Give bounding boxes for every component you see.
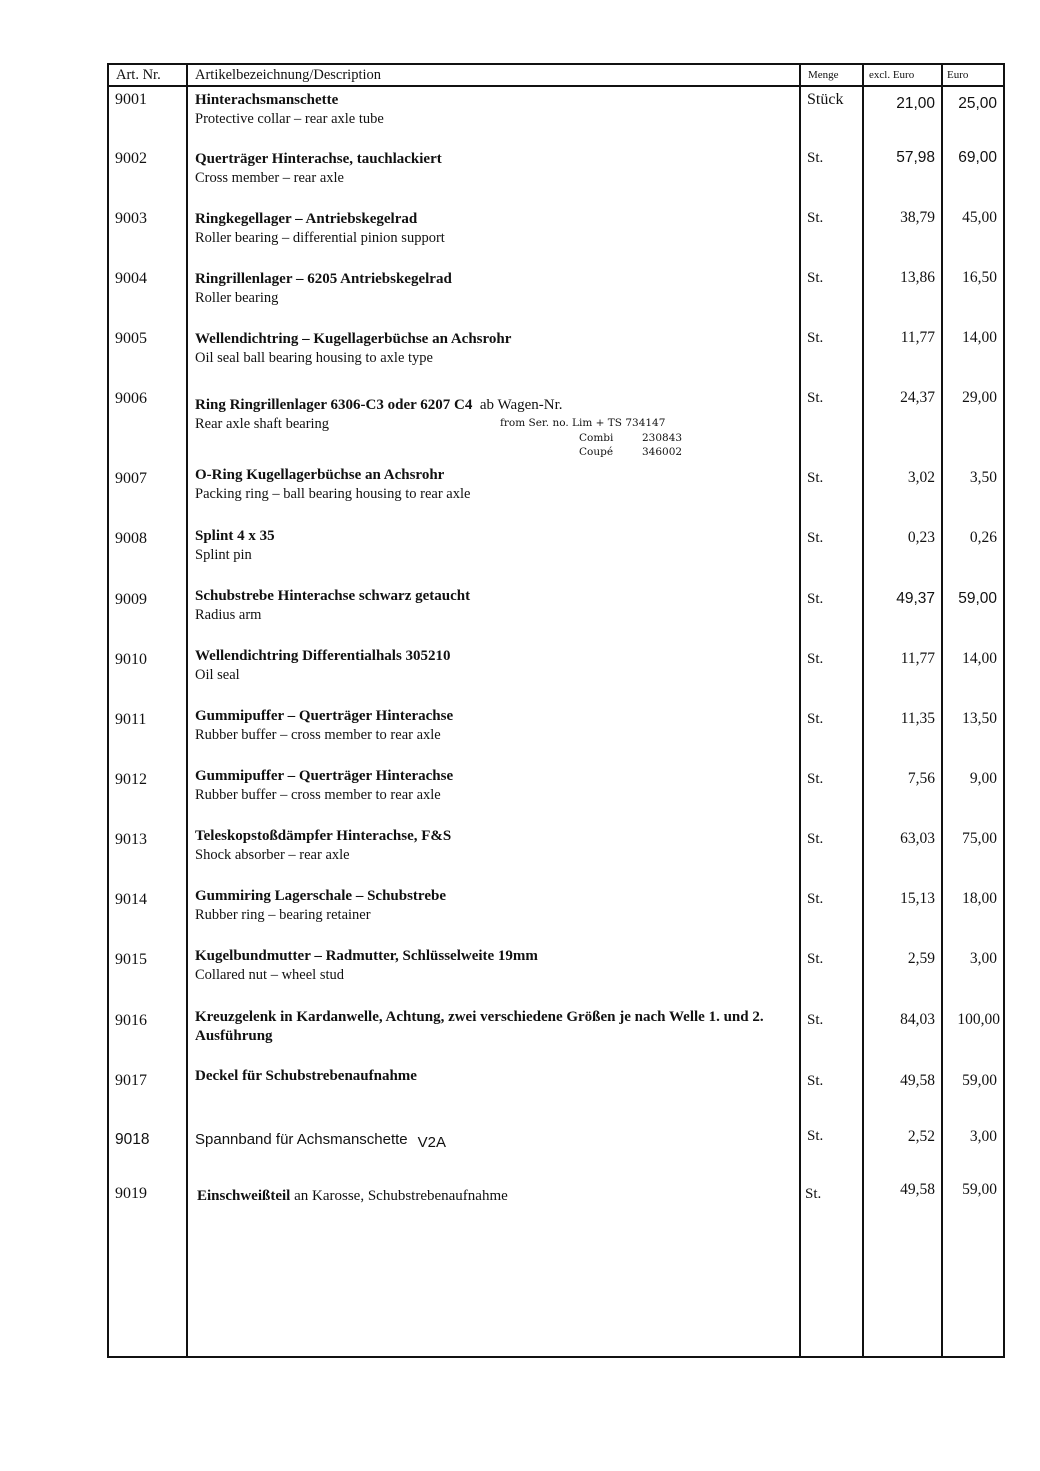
article-number: 9017 [115, 1072, 147, 1089]
unit: Stück [807, 91, 844, 108]
unit: St. [805, 1186, 822, 1202]
article-description [195, 647, 799, 685]
description-german: Querträger Hinterachse, tauchlackiert [195, 151, 442, 167]
description-german [197, 1187, 801, 1206]
description-english: Roller bearing [195, 290, 279, 306]
serial-combi-number: 230843 [642, 432, 683, 444]
article-number: 9005 [115, 330, 147, 347]
article-description [195, 827, 799, 865]
description-german: Wellendichtring – Kugellagerbüchse an Achsrohr [195, 331, 512, 347]
price-incl: 14,00 [962, 329, 997, 346]
description-english: Protective collar – rear axle tube [195, 111, 384, 127]
description-german-extra: an Karosse, Schubstrebenaufnahme [294, 1188, 508, 1204]
price-excl: 63,03 [900, 830, 935, 847]
header-euro: Euro [947, 69, 969, 81]
description-german-main: Spannband für Achsmanschette [195, 1131, 408, 1148]
article-description [195, 707, 799, 745]
serial-from-lim-ts: from Ser. no. Lim + TS 734147 [500, 417, 666, 429]
description-english: Rubber buffer – cross member to rear axle [195, 787, 441, 803]
description-german: Gummipuffer – Querträger Hinterachse [195, 708, 454, 724]
unit: St. [807, 270, 824, 286]
description-german [195, 396, 799, 415]
description-german: Kreuzgelenk in Kardanwelle, Achtung, zwei verschiedene Größen je nach Welle 1. und 2. Ausführung [195, 1009, 764, 1044]
article-description [195, 1067, 799, 1086]
header-art-nr: Art. Nr. [116, 67, 161, 83]
article-description [195, 466, 799, 504]
unit: St. [807, 651, 824, 667]
column-divider-description [799, 65, 801, 1356]
article-number: 9009 [115, 591, 147, 608]
unit: St. [807, 891, 824, 907]
description-german-extra: V2A [417, 1134, 447, 1151]
unit: St. [807, 210, 824, 226]
header-description: Artikelbezeichnung/Description [195, 67, 382, 83]
article-description [195, 330, 799, 368]
price-incl: 59,00 [962, 1181, 997, 1198]
price-excl: 0,23 [907, 529, 935, 546]
unit: St. [807, 711, 824, 727]
price-excl: 11,77 [900, 329, 935, 346]
price-excl: 49,58 [900, 1181, 935, 1198]
serial-coupe-number: 346002 [642, 446, 683, 458]
article-description [195, 210, 799, 248]
price-incl: 14,00 [962, 650, 997, 667]
article-number: 9010 [115, 651, 147, 668]
article-description [195, 767, 799, 805]
price-incl: 3,00 [969, 950, 997, 967]
article-number: 9008 [115, 530, 147, 547]
description-german: Gummiring Lagerschale – Schubstrebe [195, 888, 446, 904]
description-german-main: Einschweißteil [197, 1188, 291, 1204]
price-incl: 3,00 [969, 1128, 997, 1145]
unit: St. [807, 330, 824, 346]
header-excl-euro: excl. Euro [869, 69, 915, 81]
description-german: Hinterachsmanschette [195, 92, 339, 108]
article-description [195, 527, 799, 565]
description-german: Kugelbundmutter – Radmutter, Schlüsselweite 19mm [195, 948, 538, 964]
article-number: 9003 [115, 210, 147, 227]
price-excl: 11,35 [900, 710, 935, 727]
article-description [197, 1187, 801, 1206]
unit: St. [807, 831, 824, 847]
price-excl: 21,00 [896, 95, 935, 112]
price-excl: 2,59 [907, 950, 935, 967]
price-excl: 2,52 [907, 1128, 935, 1145]
unit: St. [807, 771, 824, 787]
price-excl: 15,13 [900, 890, 935, 907]
article-number: 9006 [115, 390, 147, 407]
price-excl: 3,02 [907, 469, 935, 486]
description-german-main: Ring Ringrillenlager 6306-C3 oder 6207 C4 [195, 397, 473, 413]
unit: St. [807, 1128, 824, 1144]
description-german: Ringrillenlager – 6205 Antriebskegelrad [195, 271, 452, 287]
description-german: Deckel für Schubstrebenaufnahme [195, 1068, 417, 1084]
description-english: Rubber ring – bearing retainer [195, 907, 371, 923]
price-incl: 59,00 [962, 1072, 997, 1089]
header-menge: Menge [808, 69, 839, 81]
unit: St. [807, 530, 824, 546]
price-incl: 69,00 [958, 149, 997, 166]
description-german: Ringkegellager – Antriebskegelrad [195, 211, 418, 227]
price-incl: 16,50 [962, 269, 997, 286]
price-incl: 25,00 [958, 95, 997, 112]
article-description [195, 396, 799, 434]
unit: St. [807, 951, 824, 967]
description-german: O-Ring Kugellagerbüchse an Achsrohr [195, 467, 445, 483]
description-english: Cross member – rear axle [195, 170, 344, 186]
article-number: 9015 [115, 951, 147, 968]
description-german: Splint 4 x 35 [195, 528, 275, 544]
description-german [195, 1130, 799, 1149]
description-english: Splint pin [195, 547, 252, 563]
parts-price-table [107, 63, 1005, 1358]
article-description [195, 887, 799, 925]
price-excl: 7,56 [907, 770, 935, 787]
price-incl: 9,00 [969, 770, 997, 787]
article-number: 9012 [115, 771, 147, 788]
description-english: Rubber buffer – cross member to rear axle [195, 727, 441, 743]
price-incl: 75,00 [962, 830, 997, 847]
article-description [195, 91, 799, 129]
article-number: 9001 [115, 91, 147, 108]
article-number: 9019 [115, 1185, 147, 1202]
description-english: Collared nut – wheel stud [195, 967, 345, 983]
article-number: 9013 [115, 831, 147, 848]
unit: St. [807, 1012, 824, 1028]
price-excl: 57,98 [896, 149, 935, 166]
price-excl: 24,37 [900, 389, 935, 406]
article-number: 9014 [115, 891, 147, 908]
article-description [195, 587, 799, 625]
price-incl: 29,00 [962, 389, 997, 406]
description-english: Shock absorber – rear axle [195, 847, 350, 863]
price-excl: 13,86 [900, 269, 935, 286]
unit: St. [807, 150, 824, 166]
price-incl: 13,50 [962, 710, 997, 727]
price-incl: 18,00 [962, 890, 997, 907]
article-description [195, 150, 799, 188]
description-english: Packing ring – ball bearing housing to rear axle [195, 486, 471, 502]
description-german: Teleskopstoßdämpfer Hinterachse, F&S [195, 828, 452, 844]
article-number: 9011 [115, 711, 147, 728]
article-number: 9016 [115, 1012, 147, 1029]
price-excl: 84,03 [900, 1011, 935, 1028]
description-english: Radius arm [195, 607, 262, 623]
description-english: Roller bearing – differential pinion support [195, 230, 445, 246]
price-incl: 45,00 [962, 209, 997, 226]
price-excl: 38,79 [900, 209, 935, 226]
description-german-extra: ab Wagen-Nr. [479, 397, 563, 413]
unit: St. [807, 591, 824, 607]
description-english: Oil seal [195, 667, 240, 683]
description-english: Rear axle shaft bearing [195, 416, 330, 432]
price-incl: 3,50 [969, 469, 997, 486]
column-divider-menge [862, 65, 864, 1356]
description-english: Oil seal ball bearing housing to axle type [195, 350, 433, 366]
article-number: 9018 [115, 1131, 150, 1148]
price-incl: 100,00 [957, 1011, 1000, 1028]
description-german: Schubstrebe Hinterachse schwarz getaucht [195, 588, 471, 604]
article-description [195, 947, 799, 985]
price-excl: 49,37 [896, 590, 935, 607]
article-number: 9007 [115, 470, 147, 487]
column-divider-nr [186, 65, 188, 1356]
price-excl: 49,58 [900, 1072, 935, 1089]
article-description [195, 270, 799, 308]
unit: St. [807, 390, 824, 406]
price-incl: 59,00 [958, 590, 997, 607]
table-header [109, 65, 1003, 87]
description-german: Gummipuffer – Querträger Hinterachse [195, 768, 454, 784]
unit: St. [807, 1073, 824, 1089]
price-excl: 11,77 [900, 650, 935, 667]
article-number: 9002 [115, 150, 147, 167]
serial-combi-label: Combi [579, 432, 614, 444]
serial-coupe-label: Coupé [579, 446, 614, 458]
price-incl: 0,26 [969, 529, 997, 546]
unit: St. [807, 470, 824, 486]
description-german: Wellendichtring Differentialhals 305210 [195, 648, 451, 664]
article-description [195, 1008, 799, 1046]
article-number: 9004 [115, 270, 147, 287]
article-description [195, 1130, 799, 1149]
